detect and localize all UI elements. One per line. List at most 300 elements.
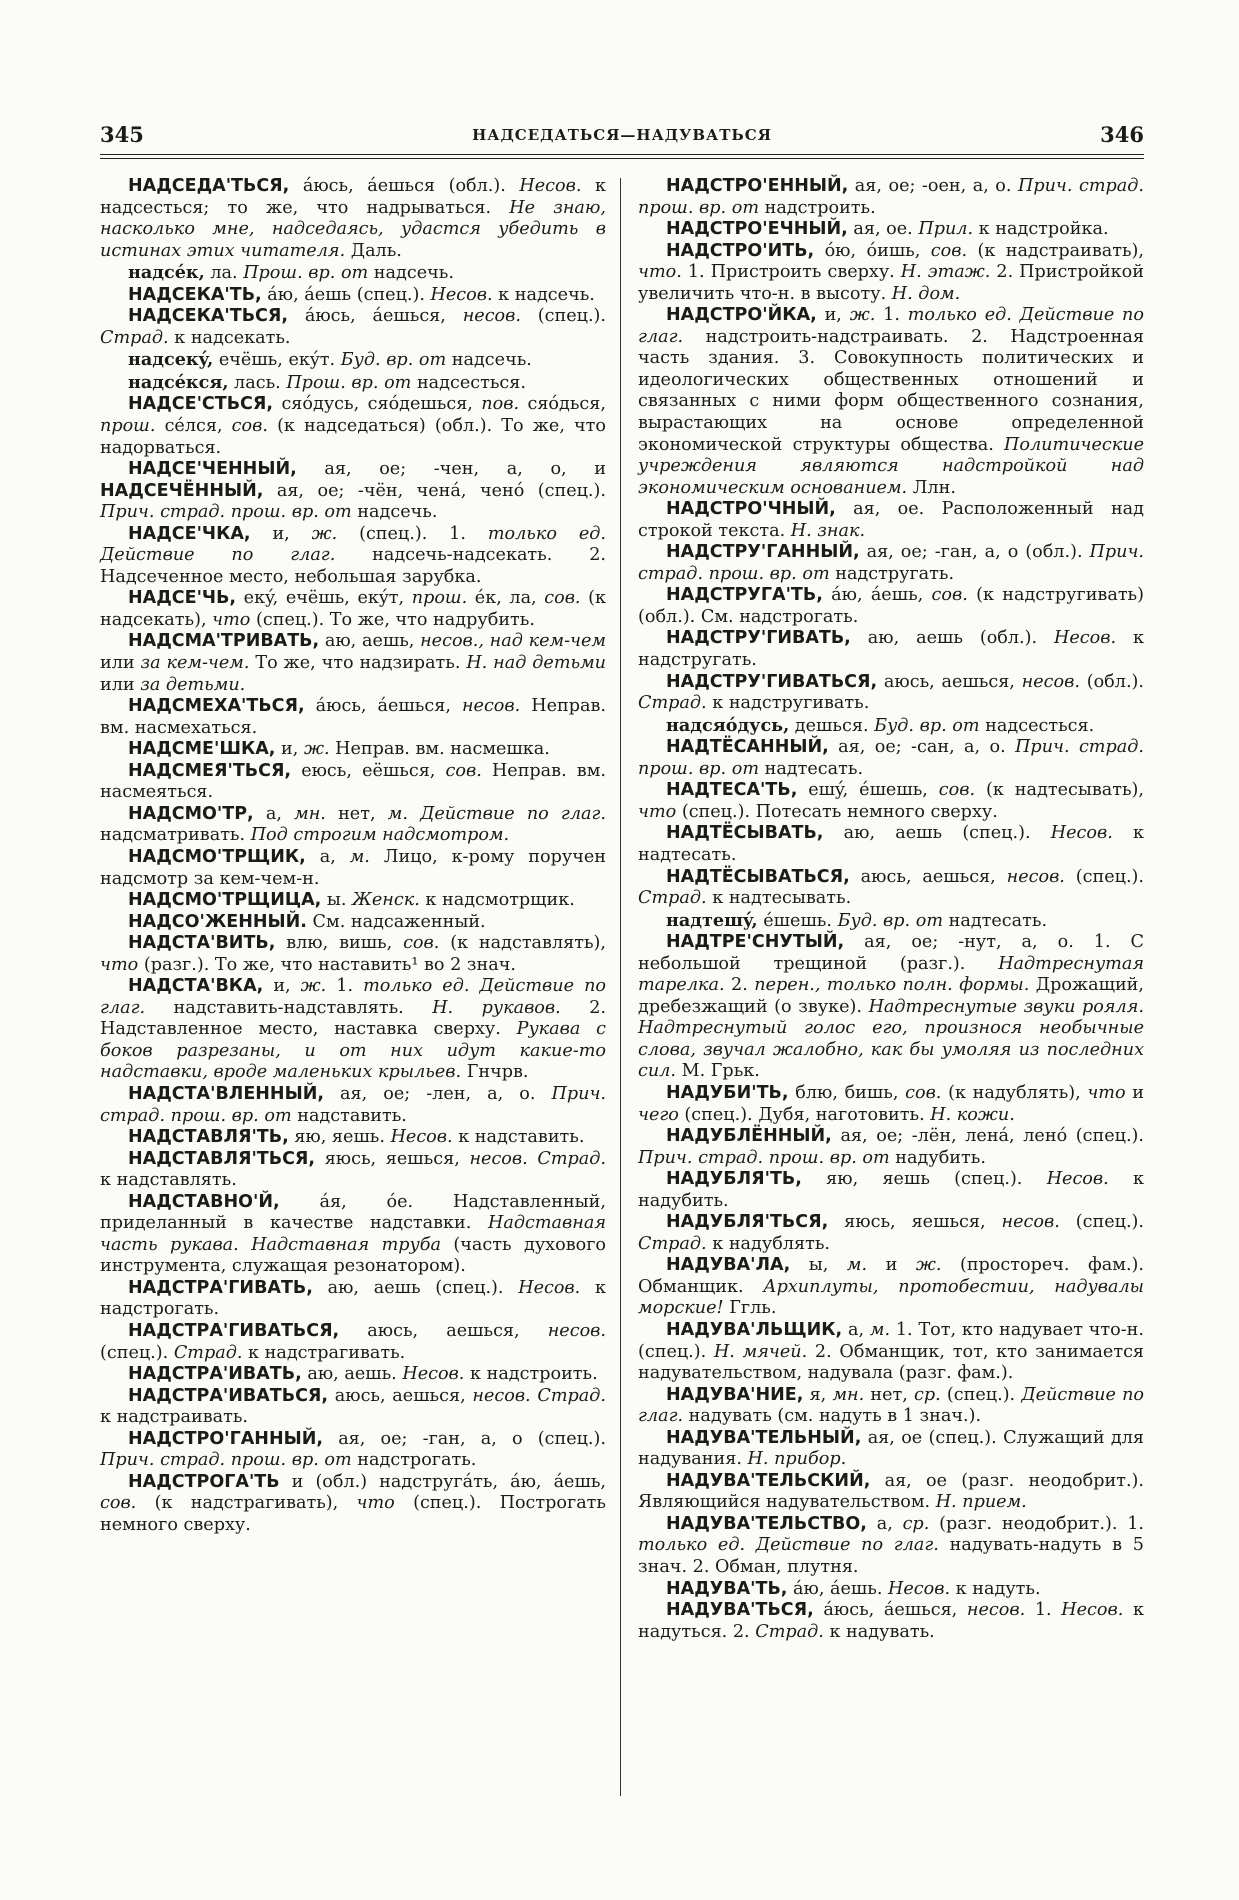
- italic-text: несов.: [1021, 671, 1080, 692]
- italic-text: несов. Страд.: [472, 1385, 606, 1406]
- entry-text: а,: [253, 803, 295, 824]
- headword: НАДСТА'ВИТЬ,: [128, 933, 276, 954]
- dictionary-entry: [638, 1212, 1144, 1255]
- column-divider: [620, 178, 621, 1796]
- entry-text: блю, бишь,: [788, 1082, 906, 1103]
- dictionary-entry: [100, 804, 606, 847]
- entry-text: (спец.).: [1059, 1212, 1144, 1233]
- entry-text: надстрогать.: [351, 1450, 477, 1471]
- dictionary-entry: [638, 1126, 1144, 1169]
- entry-text: или: [100, 674, 141, 695]
- headword: НАДУВА'ТЕЛЬСКИЙ,: [666, 1470, 871, 1491]
- headword: НАДСТРА'ИВАТЬ,: [128, 1364, 302, 1385]
- italic-text: ср.: [914, 1384, 941, 1405]
- headword: НАДСМО'ТР,: [128, 803, 254, 824]
- entry-text: надувать-надуть в 5 знач. 2. Обман, плутня.: [638, 1535, 1144, 1577]
- headword: НАДСЕ'ЧЕННЫЙ,: [128, 459, 297, 480]
- italic-text: пов.: [481, 394, 520, 415]
- dictionary-entry: [100, 1192, 606, 1278]
- headword: НАДУВА'НИЕ,: [666, 1384, 804, 1405]
- headword: НАДСТРО'ГАННЫЙ,: [128, 1428, 324, 1449]
- entry-text: ая, ое; -оен, а, о.: [848, 176, 1018, 196]
- entry-text: и: [1125, 1082, 1144, 1103]
- entry-text: а,: [842, 1319, 870, 1340]
- headword: НАДУВА'ТЕЛЬНЫЙ,: [666, 1427, 862, 1448]
- entry-text: áя, óе. Надставленный, приделанный в качестве надставки.: [100, 1191, 606, 1234]
- dictionary-entry: [638, 1320, 1144, 1385]
- entry-text: к надуться. 2.: [638, 1600, 1144, 1642]
- entry-text: к надтесать.: [638, 823, 1145, 865]
- entry-text: к надстраивать.: [100, 1407, 249, 1428]
- headword: НАДУБЛЁННЫЙ,: [666, 1126, 832, 1147]
- italic-text: за детьми.: [140, 674, 246, 695]
- italic-text: Прил.: [918, 219, 974, 240]
- entry-text: (к надтесывать),: [975, 780, 1144, 801]
- entry-text: аю, аешь (спец.).: [823, 823, 1051, 844]
- dictionary-entry: [638, 499, 1144, 542]
- italic-text: несов.: [461, 696, 521, 717]
- italic-text: Несов.: [1061, 1600, 1124, 1621]
- entry-text: Неправ. вм. насмешка.: [329, 739, 550, 760]
- entry-text: ая, ое; -чен, а, о, и: [296, 459, 606, 480]
- entry-text: áюсь, áешься (обл.).: [289, 176, 520, 196]
- headword: НАДСЕДА'ТЬСЯ,: [128, 176, 290, 196]
- entry-text: влю, вишь,: [275, 933, 404, 954]
- entry-text: ая, ое.: [847, 219, 919, 240]
- dictionary-entry: [638, 1600, 1144, 1643]
- dictionary-entry: [638, 672, 1144, 715]
- dictionary-entry: [100, 761, 606, 804]
- italic-text: Прош. вр. от: [286, 372, 412, 393]
- headword: НАДСО'ЖЕННЫЙ.: [128, 911, 307, 932]
- italic-text: ж.: [915, 1255, 942, 1276]
- entry-text: (спец.). Дубя, наготовить.: [678, 1104, 931, 1125]
- headword: НАДСТРО'ИТЬ,: [666, 240, 815, 261]
- italic-text: сов.: [905, 1082, 942, 1103]
- entry-text: екý, ечёшь, екýт,: [236, 588, 412, 609]
- entry-text: 1.: [1025, 1600, 1062, 1621]
- entry-text: (к надстругивать) (обл.). См. надстрогать.: [638, 585, 1144, 627]
- headword: НАДСМА'ТРИВАТЬ,: [128, 631, 320, 652]
- entry-text: ая, ое; -ган, а, о (обл.).: [859, 542, 1090, 563]
- italic-text: м.: [846, 1255, 868, 1276]
- entry-text: аюсь, аешься,: [339, 1320, 548, 1341]
- italic-text: сов.: [231, 416, 268, 437]
- italic-text: сов.: [100, 1493, 137, 1514]
- italic-text: Страд.: [173, 1342, 243, 1363]
- entry-text: (разг. неодобрит.). 1.: [929, 1513, 1144, 1534]
- italic-text: Несов.: [1054, 628, 1117, 649]
- italic-text: несов.: [1001, 1212, 1060, 1233]
- italic-text: Прич. страд. прош. вр. от: [100, 1083, 606, 1126]
- entry-text: Ллн.: [907, 477, 956, 498]
- headword: НАДСЕ'ЧКА,: [128, 523, 251, 544]
- dictionary-entry: [638, 1579, 1144, 1601]
- entry-text: к надуть.: [950, 1578, 1041, 1599]
- italic-text: Страд.: [638, 1233, 707, 1254]
- entry-text: (к надседаться) (обл.). То же, что надорваться.: [100, 416, 606, 458]
- dictionary-entry: [638, 542, 1144, 585]
- dictionary-entry: [100, 912, 606, 934]
- headword: НАДТРЕ'СНУТЫЙ,: [666, 932, 845, 953]
- italic-text: Страд.: [755, 1621, 824, 1642]
- italic-text: сов.: [930, 240, 968, 261]
- entry-text: надсечь.: [368, 263, 454, 284]
- entry-text: (простореч. фам.). Обманщик.: [638, 1255, 1144, 1297]
- entry-text: аюсь, аешься,: [849, 866, 1007, 887]
- dictionary-entry: [100, 588, 606, 631]
- entry-text: éк, ла,: [467, 588, 545, 609]
- italic-text: Надставная часть рукава. Надставная труба: [100, 1213, 606, 1255]
- italic-text: Прич. страд. прош. вр. от: [638, 1147, 890, 1168]
- italic-text: Буд. вр. от: [874, 715, 980, 736]
- italic-text: Страд.: [638, 693, 707, 714]
- italic-text: Буд. вр. от: [837, 910, 944, 931]
- italic-text: Н. прибор.: [747, 1449, 847, 1470]
- italic-text: Прич. страд. прош. вр. от: [100, 502, 352, 523]
- entry-text: аю, аешь (спец.).: [312, 1277, 519, 1298]
- dictionary-entry: [638, 1083, 1144, 1126]
- subword: надсяóдусь,: [666, 714, 790, 736]
- italic-text: ср.: [902, 1513, 930, 1534]
- dictionary-entry: [638, 1169, 1144, 1212]
- italic-text: Буд. вр. от: [340, 350, 447, 371]
- entry-text: áюсь, áешься,: [304, 696, 462, 717]
- headword: НАДСТАВНО'Й,: [128, 1191, 280, 1212]
- headword: НАДСТРО'ЧНЫЙ,: [666, 499, 836, 520]
- dictionary-entry: [100, 1084, 606, 1127]
- entry-text: к надстругивать.: [706, 693, 870, 714]
- italic-text: м. Действие по глаг.: [387, 803, 606, 824]
- italic-text: Прич. страд. прош. вр. от: [638, 542, 1144, 584]
- entry-text: а,: [866, 1513, 903, 1534]
- subword: надсéкся,: [128, 371, 229, 393]
- headword: НАДУВА'ТЕЛЬСТВО,: [666, 1513, 867, 1534]
- running-title: НАДСЕДАТЬСЯ—НАДУВАТЬСЯ: [472, 126, 772, 144]
- entry-text: к надстругать.: [638, 628, 1144, 671]
- entry-text: надубить.: [889, 1147, 986, 1168]
- entry-text: дешься.: [789, 715, 875, 736]
- entry-text: аю, аешь,: [319, 631, 421, 652]
- dictionary-entry: [638, 176, 1144, 219]
- headword: НАДСТАВЛЯ'ТЬСЯ,: [128, 1148, 316, 1169]
- entry-text: 1.: [326, 976, 364, 997]
- dictionary-entry: [638, 780, 1144, 823]
- italic-text: что: [1087, 1082, 1126, 1103]
- headword: НАДУБЛЯ'ТЬ,: [666, 1169, 802, 1190]
- headword: НАДСТРА'ГИВАТЬ,: [128, 1277, 313, 1298]
- entry-text: (разг.). То же, что наставить¹ во 2 знач.: [138, 954, 516, 975]
- entry-text: (к надсекать),: [100, 588, 606, 630]
- headword: НАДСТРУГА'ТЬ,: [666, 585, 823, 606]
- headword: НАДСТРУ'ГИВАТЬ,: [666, 628, 851, 649]
- entry-text: к надстрагивать.: [242, 1342, 406, 1363]
- headword: НАДУВА'ЛА,: [666, 1255, 791, 1276]
- entry-text: 1. Пристроить сверху.: [681, 262, 901, 283]
- italic-text: прош.: [100, 416, 156, 437]
- entry-text: к надубить.: [638, 1169, 1145, 1211]
- dictionary-entry: [100, 696, 606, 739]
- italic-text: Прич. страд. прош. вр. от: [638, 737, 1144, 779]
- entry-text: или: [100, 653, 141, 674]
- entry-text: Неправ. вм. насмеяться.: [100, 760, 606, 803]
- headword: НАДСЕ'ЧЬ,: [128, 588, 237, 609]
- entry-text: еюсь, еёшься,: [291, 760, 446, 781]
- italic-text: что: [638, 801, 677, 822]
- page-number-left: 345: [100, 122, 144, 147]
- headword: НАДТЁСЫВАТЬСЯ,: [666, 866, 850, 887]
- entry-text: сяóдься,: [519, 394, 606, 415]
- dictionary-entry: [638, 1471, 1144, 1514]
- italic-text: Н. мячей.: [713, 1341, 808, 1362]
- entry-text: (к надублять),: [941, 1082, 1088, 1103]
- entry-text: надувать (см. надуть в 1 знач.).: [683, 1406, 982, 1427]
- entry-text: ая, ое (спец.). Служащий для надувания.: [638, 1427, 1144, 1470]
- italic-text: Н. над детьми: [466, 653, 606, 674]
- italic-text: Прич. страд. прош. вр. от: [100, 1450, 352, 1471]
- italic-text: мн.: [832, 1384, 865, 1405]
- headword: НАДСЕ'СТЬСЯ,: [128, 394, 274, 415]
- dictionary-entry: [638, 1514, 1144, 1579]
- dictionary-entry: [100, 1386, 606, 1429]
- entry-text: Неправ. вм. насмехаться.: [100, 696, 606, 738]
- headword: НАДСЕКА'ТЬСЯ,: [128, 306, 289, 327]
- italic-text: несов., над кем-чем: [420, 631, 606, 652]
- entry-text: яю, яешь.: [288, 1127, 391, 1148]
- italic-text: Архиплуты, протобестии, надувалы морские!: [638, 1276, 1144, 1319]
- headword: НАДСТРО'ЕЧНЫЙ,: [666, 219, 848, 240]
- left-column: [100, 176, 606, 1536]
- headword: НАДУБЛЯ'ТЬСЯ,: [666, 1212, 829, 1233]
- italic-text: ж.: [849, 305, 876, 326]
- entry-text: к надсечь.: [492, 284, 595, 305]
- headword: НАДУВА'ТЬ,: [666, 1578, 788, 1599]
- entry-text: Даль.: [345, 240, 402, 261]
- entry-text: 2. Обманщик, тот, кто занимается надувательством, надувала (разг. фам.).: [638, 1341, 1145, 1384]
- headword: НАДУВА'ЛЬЩИК,: [666, 1319, 843, 1340]
- dictionary-entry: [638, 585, 1144, 628]
- headword: НАДСМО'ТРЩИК,: [128, 846, 306, 867]
- entry-text: Ггль.: [723, 1298, 777, 1319]
- dictionary-entry: [638, 737, 1144, 780]
- entry-text: (часть духового инструмента, служащая резонатором).: [100, 1234, 607, 1277]
- entry-text: 2.: [724, 975, 755, 996]
- entry-text: 2. Надставленное место, наставка сверху.: [100, 997, 606, 1040]
- running-header: [100, 122, 1144, 154]
- subword: надсекý,: [128, 349, 214, 371]
- italic-text: что.: [638, 262, 682, 283]
- italic-text: что: [356, 1493, 395, 1514]
- italic-text: Действие по глаг.: [638, 1384, 1144, 1427]
- entry-text: надставить.: [291, 1105, 407, 1126]
- entry-text: ая, ое; -чён, ченá, ченó (спец.).: [263, 480, 606, 501]
- dictionary-entry: [638, 219, 1144, 241]
- dictionary-entry: [638, 867, 1144, 910]
- entry-text: к надтесывать.: [706, 888, 852, 909]
- entry-text: к надставлять.: [100, 1170, 237, 1191]
- italic-text: Надтреснутая тарелка.: [638, 953, 1144, 996]
- dictionary-entry: [100, 1321, 606, 1364]
- entry-text: ая, ое; -лен, а, о.: [324, 1083, 552, 1104]
- dictionary-entry: [638, 823, 1144, 866]
- entry-text: к надсеcться; то же, что надрываться.: [100, 176, 606, 218]
- entry-text: Дрожащий, дребезжащий (о звуке).: [638, 975, 1144, 1017]
- entry-text: (к надставлять),: [439, 933, 606, 954]
- entry-text: (спец.). То же, что надрубить.: [250, 609, 535, 630]
- entry-text: (спец.). Потесать немного сверху.: [676, 801, 998, 822]
- italic-text: только ед. Действие по глаг.: [100, 976, 606, 1018]
- dictionary-entry: [100, 1149, 606, 1192]
- entry-text: ешý, éшешь,: [797, 780, 939, 801]
- italic-text: несов. Страд.: [469, 1148, 606, 1169]
- italic-text: Рукава с боков разрезаны, и от них идут какие-то надставки, вроде маленьких крыльев.: [100, 1019, 606, 1083]
- entry-text: óю, óишь,: [814, 240, 931, 261]
- italic-text: Н. этаж.: [900, 262, 991, 283]
- entry-text: надсесться.: [411, 372, 526, 393]
- entry-text: аюсь, аешься,: [328, 1385, 473, 1406]
- page-number-right: 346: [1100, 122, 1144, 147]
- headword: НАДТЁСАННЫЙ,: [666, 737, 829, 758]
- italic-text: Н. кожи.: [930, 1104, 1015, 1125]
- italic-text: Страд.: [100, 327, 169, 348]
- entry-text: ая, ое (разг. неодобрит.). Являющийся надувательством.: [638, 1470, 1144, 1513]
- entry-text: áюсь, áешься,: [813, 1600, 967, 1621]
- entry-text: и,: [263, 976, 301, 997]
- entry-text: к надублять.: [706, 1233, 830, 1254]
- dictionary-entry: [100, 933, 606, 976]
- entry-text: áю, áешь (спец.).: [261, 284, 431, 305]
- entry-text: надсматривать.: [100, 825, 251, 846]
- italic-text: сов.: [445, 760, 482, 781]
- entry-text: (обл.).: [1079, 671, 1144, 692]
- entry-text: (к надстрагивать),: [136, 1493, 357, 1514]
- italic-text: м.: [349, 846, 370, 867]
- italic-text: ж.: [300, 976, 327, 997]
- italic-text: Под строгим надсмотром.: [250, 825, 510, 846]
- italic-text: несов.: [547, 1320, 606, 1341]
- entry-text: (спец.). 1.: [337, 523, 488, 544]
- headword: НАДСЕКА'ТЬ,: [128, 284, 262, 305]
- italic-text: Женск.: [352, 890, 420, 911]
- right-column: [638, 176, 1144, 1643]
- dictionary-entry: [100, 524, 606, 589]
- dictionary-entry: [100, 306, 606, 349]
- headword: НАДТЁСЫВАТЬ,: [666, 823, 824, 844]
- italic-text: Н. знак.: [790, 520, 866, 541]
- dictionary-entry: [100, 1472, 606, 1537]
- entry-text: (спец.).: [940, 1384, 1022, 1405]
- entry-text: (спец.).: [100, 1342, 174, 1363]
- headword: НАДСМО'ТРЩИЦА,: [128, 890, 322, 911]
- dictionary-entry: [638, 932, 1144, 1083]
- entry-text: (к надстраивать),: [967, 240, 1144, 261]
- entry-text: к надстрогать.: [100, 1277, 606, 1320]
- dictionary-entry: [100, 285, 606, 307]
- italic-text: Н. дом.: [891, 283, 961, 304]
- dictionary-entry: [100, 976, 606, 1084]
- headword: НАДСТРА'ИВАТЬСЯ,: [128, 1385, 329, 1406]
- italic-text: только ед. Действие по глаг.: [100, 523, 606, 566]
- entry-text: éшешь.: [757, 910, 838, 931]
- headword: НАДСТА'ВКА,: [128, 976, 264, 997]
- dictionary-entry: [100, 739, 606, 761]
- italic-text: мн.: [294, 803, 326, 824]
- italic-text: сов.: [931, 585, 968, 606]
- entry-text: к надстройка.: [973, 219, 1109, 240]
- italic-text: Н. рукавов.: [432, 997, 561, 1018]
- entry-text: То же, что надзирать.: [249, 653, 467, 674]
- italic-text: Надтреснутые звуки рояля. Надтреснутый голос его, произнося необычные слова, звучал жалобно, как бы умоляя из последних сил.: [638, 996, 1144, 1082]
- italic-text: только ед. Действие по глаг.: [638, 305, 1144, 347]
- dictionary-entry: [638, 715, 1144, 738]
- headword: НАДСМЕЯ'ТЬСЯ,: [128, 760, 292, 781]
- italic-text: Несов.: [430, 284, 493, 305]
- headword: НАДУБИ'ТЬ,: [666, 1082, 789, 1103]
- headword: НАДСМЕХА'ТЬСЯ,: [128, 696, 305, 717]
- headword: НАДСТАВЛЯ'ТЬ,: [128, 1127, 289, 1148]
- dictionary-entry: [638, 1428, 1144, 1471]
- entry-text: ая, ое; -ган, а, о (спец.).: [323, 1428, 606, 1449]
- italic-text: Несов.: [390, 1127, 453, 1148]
- italic-text: сов.: [938, 780, 976, 801]
- entry-text: яюсь, яешься,: [828, 1212, 1002, 1233]
- dictionary-entry: [100, 372, 606, 395]
- entry-text: и,: [250, 523, 312, 544]
- headword: НАДТЕСА'ТЬ,: [666, 780, 798, 801]
- dictionary-entry: [638, 241, 1144, 306]
- entry-text: ая, ое; -сан, а, о.: [828, 737, 1016, 758]
- dictionary-entry: [100, 394, 606, 459]
- italic-text: Несов.: [402, 1364, 465, 1385]
- headword: НАДСТРА'ГИВАТЬСЯ,: [128, 1320, 340, 1341]
- dictionary-entry: [100, 349, 606, 372]
- entry-text: ая, ое; -нут, а, о. 1. С небольшой трещиной (разг.).: [638, 932, 1144, 974]
- entry-text: ы,: [790, 1255, 847, 1276]
- entry-text: áю, áешь,: [822, 585, 932, 606]
- entry-text: сéлся,: [155, 416, 232, 437]
- dictionary-entry: [638, 1255, 1144, 1320]
- entry-text: яю, яешь (спец.).: [801, 1169, 1047, 1190]
- entry-text: 1. Тот, кто надувает что-н. (спец.).: [638, 1319, 1144, 1362]
- italic-text: прош.: [411, 588, 468, 609]
- italic-text: только ед. Действие по глаг.: [638, 1535, 939, 1556]
- italic-text: сов.: [403, 933, 440, 954]
- entry-text: ая, ое; -лён, ленá, ленó (спец.).: [831, 1126, 1144, 1147]
- dictionary-entry: [100, 631, 606, 696]
- dictionary-entry: [100, 1278, 606, 1321]
- entry-text: надтесать.: [943, 910, 1048, 931]
- entry-text: надсечь.: [351, 502, 438, 523]
- entry-text: сяóдусь, сяóдешься,: [273, 394, 482, 415]
- entry-text: áю, áешь.: [787, 1578, 889, 1599]
- entry-text: а,: [305, 846, 350, 867]
- italic-text: Несов.: [1046, 1169, 1109, 1190]
- entry-text: лась.: [228, 372, 287, 393]
- entry-text: (спец.).: [520, 306, 606, 327]
- dictionary-entry: [100, 262, 606, 285]
- entry-text: нет,: [864, 1384, 915, 1405]
- entry-text: к надсекать.: [168, 327, 291, 348]
- italic-text: за кем-чем.: [140, 653, 250, 674]
- entry-text: и,: [816, 305, 850, 326]
- headword: НАДСЕЧЁННЫЙ,: [100, 480, 264, 501]
- entry-text: См. надсаженный.: [306, 911, 486, 932]
- italic-text: Несов.: [888, 1578, 951, 1599]
- entry-text: Лицо, к-рому поручен надсмотр за кем-чем-н.: [100, 846, 606, 889]
- italic-text: Не знаю, насколько мне, надседаясь, удастся убедить в истинах этих читателя.: [100, 197, 606, 261]
- dictionary-entry: [100, 176, 606, 262]
- headword: НАДСТРО'ЕННЫЙ,: [666, 176, 849, 196]
